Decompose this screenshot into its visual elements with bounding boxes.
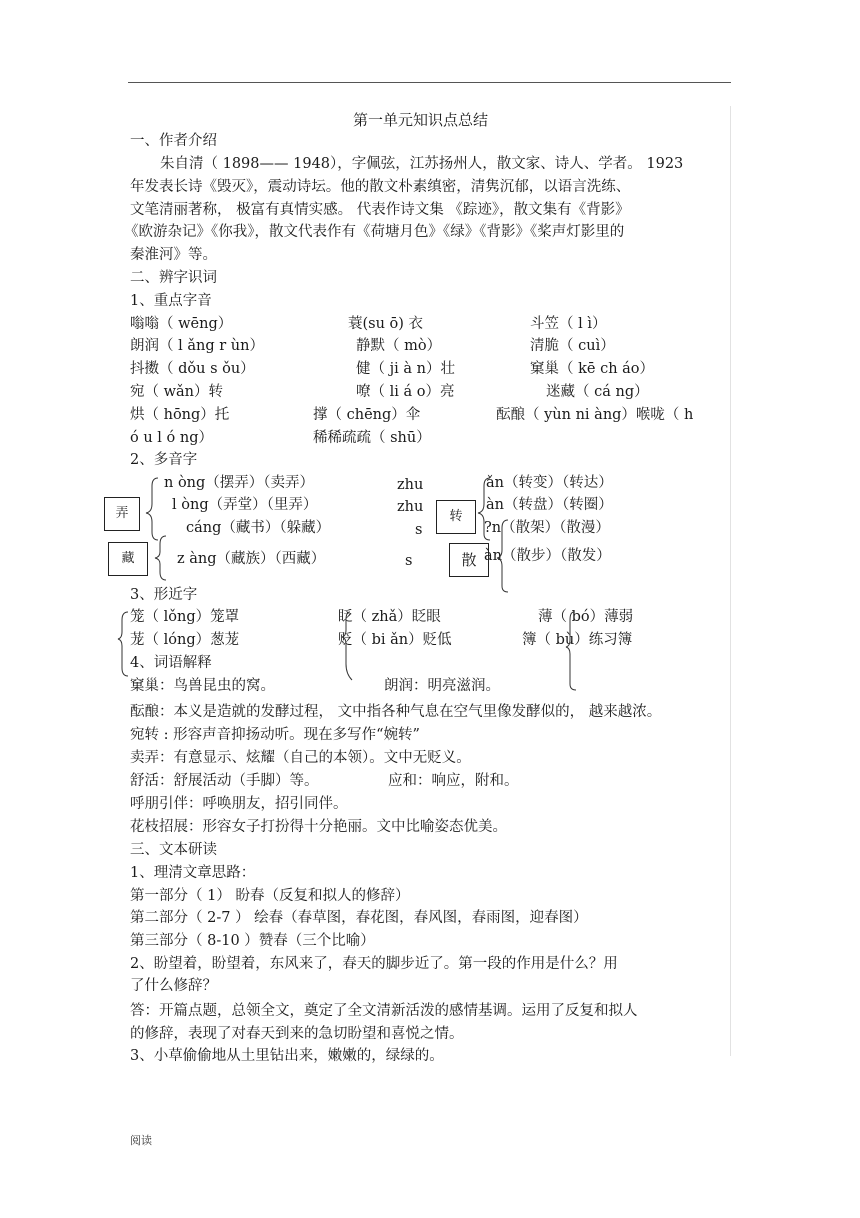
- brace-nong: [146, 478, 158, 540]
- vocab-item: 宛转 : 形容声音抑扬动听。现在多写作“婉转”: [130, 727, 420, 743]
- pron-item: 嘹（ li á o）亮: [356, 384, 455, 400]
- poly-reading: l òng（弄堂）（里弄）: [172, 497, 318, 513]
- similar-item: 眨（ zhǎ）眨眼: [338, 609, 441, 625]
- question-line: 2、盼望着，盼望着，东风来了，春天的脚步近了。第一段的作用是什么？用: [130, 956, 618, 972]
- pron-heading: 1、重点字音: [130, 293, 212, 309]
- poly-pinyin-prefix: s: [405, 553, 413, 569]
- pron-item: 健（ ji à n）壮: [356, 361, 455, 377]
- char-box-cang: 藏: [108, 542, 148, 576]
- brace-similar-a: [118, 612, 128, 676]
- vocab-item: 应和：响应，附和。: [388, 773, 519, 789]
- question-line: 了什么修辞？: [130, 978, 217, 994]
- question-line: 3、小草偷偷地从土里钻出来，嫩嫩的，绿绿的。: [130, 1048, 444, 1064]
- author-text-line: 年发表长诗《毁灭》，震动诗坛。他的散文朴素缜密，清隽沉郁，以语言洗练、: [130, 179, 631, 195]
- poly-reading: ?n（散架）（散漫）: [484, 520, 610, 536]
- vocab-heading: 4、词语解释: [130, 655, 212, 671]
- pron-item: 蓑(su ō) 衣: [348, 316, 424, 332]
- vocab-item: 朗润：明亮滋润。: [384, 678, 500, 694]
- pron-item: 稀稀疏疏（ shū）: [313, 430, 431, 446]
- pron-item: 斗笠（ l ì）: [530, 316, 607, 332]
- poly-reading: z àng（藏族）（西藏）: [177, 551, 326, 567]
- poly-heading: 2、多音字: [130, 452, 198, 468]
- pron-item: ó u l ó ng）: [130, 430, 213, 446]
- similar-item: 簿（ bù）练习簿: [522, 632, 633, 648]
- poly-reading: ǎn（转变）（转达）: [486, 475, 613, 491]
- pron-item: 撑（ chēng）伞: [313, 407, 421, 423]
- poly-reading: n òng（摆弄）（卖弄）: [164, 475, 315, 491]
- part-line: 第一部分（ 1） 盼春（反复和拟人的修辞）: [130, 888, 410, 904]
- pron-item: 朗润（ l ǎng r ùn）: [130, 338, 264, 354]
- poly-reading: cáng（藏书）（躲藏）: [186, 520, 331, 536]
- author-text-line: 秦淮河》等。: [130, 247, 217, 263]
- pron-item: 宛（ wǎn）转: [130, 384, 224, 400]
- section3-heading: 三、文本研读: [130, 842, 217, 858]
- similar-item: 笼（ lǒng）笼罩: [130, 609, 240, 625]
- part-line: 第二部分（ 2-7 ） 绘春（春草图，春花图，春风图，春雨图，迎春图）: [130, 910, 588, 926]
- answer-line: 的修辞，表现了对春天到来的急切盼望和喜悦之情。: [130, 1026, 464, 1042]
- char-box-san: 散: [449, 543, 489, 577]
- char-box-zhuan: 转: [436, 500, 476, 534]
- author-text-line: 《欧游杂记》《你我》，散文代表作有《荷塘月色》《绿》《背影》《桨声灯影里的: [124, 224, 625, 240]
- vocab-item: 酝酿：本义是造就的发酵过程， 文中指各种气息在空气里像发酵似的， 越来越浓。: [130, 704, 662, 720]
- footer-text: 阅读: [130, 1134, 152, 1147]
- pron-item: 抖擞（ dǒu s ǒu）: [130, 361, 255, 377]
- brace-similar-c: [566, 612, 576, 690]
- poly-pinyin-prefix: zhu: [397, 499, 424, 515]
- brace-similar-b: [342, 612, 352, 680]
- brace-cang: [155, 536, 166, 580]
- document-title: 第一单元知识点总结: [353, 111, 489, 129]
- pron-item: 烘（ hōng）托: [130, 407, 230, 423]
- answer-line: 答：开篇点题，总领全文，奠定了全文清新活泼的感情基调。运用了反复和拟人: [130, 1003, 638, 1019]
- similar-item: 贬（ bi ǎn）贬低: [338, 632, 452, 648]
- pron-item: 清脆（ cuì）: [530, 338, 615, 354]
- vocab-item: 呼朋引伴：呼唤朋友，招引同伴。: [130, 796, 348, 812]
- similar-item: 薄（ bó）薄弱: [538, 609, 634, 625]
- author-text-line: 朱自清（ 1898—— 1948），字佩弦，江苏扬州人，散文家、诗人、学者。 1923: [160, 156, 684, 172]
- poly-pinyin-prefix: s: [415, 522, 423, 538]
- vocab-item: 卖弄：有意显示、炫耀（自己的本领）。文中无贬义。: [130, 750, 471, 766]
- reading-heading: 1、理清文章思路：: [130, 865, 256, 881]
- author-text-line: 文笔清丽著称， 极富有真情实感。 代表作诗文集 《踪迹》，散文集有《背影》: [130, 202, 630, 218]
- similar-item: 茏（ lóng）葱茏: [130, 632, 240, 648]
- brace-san: [497, 520, 508, 592]
- poly-reading: àn（转盘）（转圈）: [486, 497, 613, 513]
- pron-item: 迷藏（ cá ng）: [546, 384, 649, 400]
- pron-item: 嗡嗡（ wēng）: [130, 316, 233, 332]
- pron-item: 酝酿（ yùn ni àng）喉咙（ h: [496, 407, 694, 423]
- pron-item: 静默（ mò）: [356, 338, 442, 354]
- brace-zhuan: [478, 478, 490, 540]
- pron-item: 窠巢（ kē ch áo）: [530, 361, 655, 377]
- author-heading: 一、作者介绍: [130, 133, 217, 149]
- char-box-nong: 弄: [104, 497, 140, 531]
- vocab-item: 花枝招展：形容女子打扮得十分艳丽。文中比喻姿态优美。: [130, 819, 507, 835]
- similar-heading: 3、形近字: [130, 587, 198, 603]
- part-line: 第三部分（ 8-10 ）赞春（三个比喻）: [130, 933, 375, 949]
- vocab-item: 窠巢：鸟兽昆虫的窝。: [130, 678, 275, 694]
- vocab-item: 舒活：舒展活动（手脚）等。: [130, 773, 319, 789]
- poly-pinyin-prefix: zhu: [397, 477, 424, 493]
- section2-heading: 二、辨字识词: [130, 270, 217, 286]
- poly-reading: àn（散步）（散发）: [484, 548, 611, 564]
